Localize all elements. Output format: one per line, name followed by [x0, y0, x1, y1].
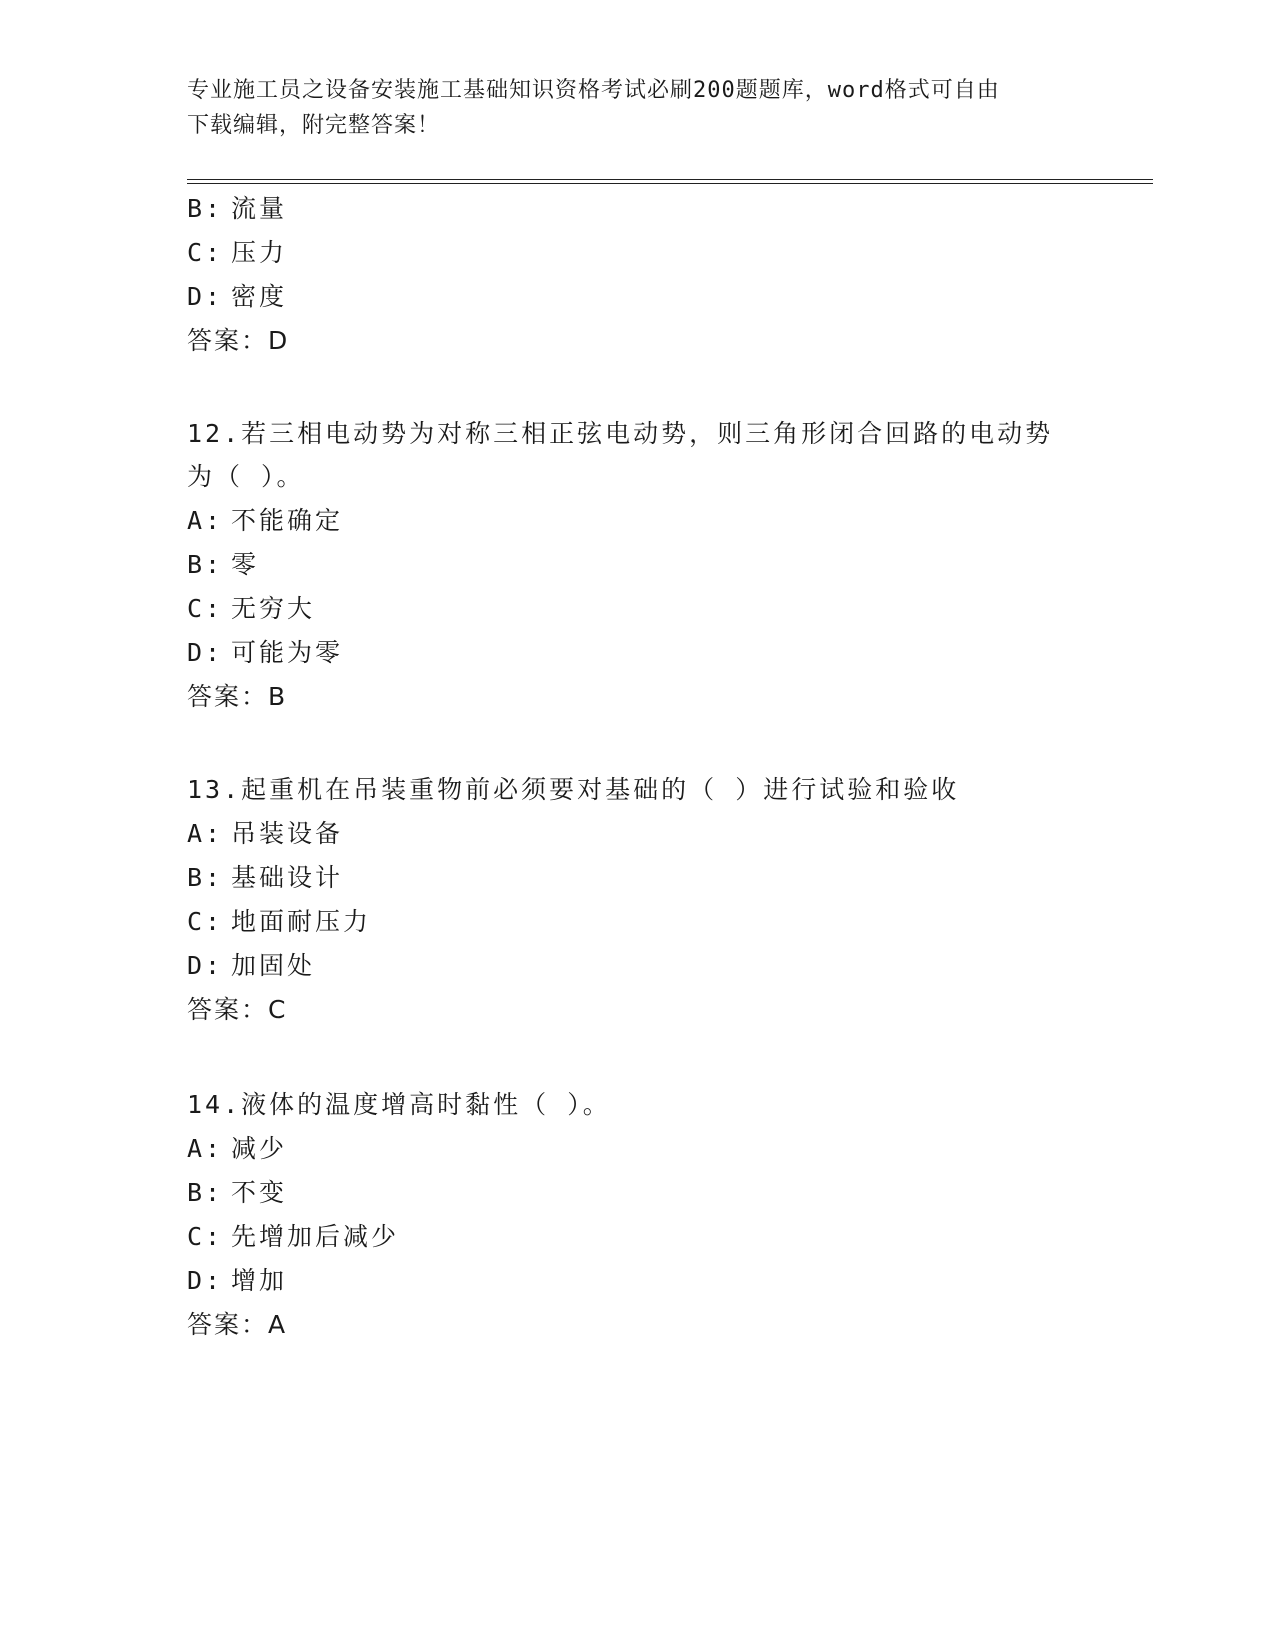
option-label: B: — [187, 863, 224, 892]
q13-answer: 答案：C — [187, 995, 288, 1024]
option-label: D: — [187, 638, 224, 667]
q14-option-d — [187, 1265, 287, 1297]
option-label: B: — [187, 194, 224, 223]
q12-answer: 答案：B — [187, 682, 288, 711]
q14-stem-line-1: 14.液体的温度增高时黏性（ ）。 — [187, 1090, 611, 1119]
option-text: 流量 — [231, 194, 288, 223]
q12-option-c — [187, 593, 315, 625]
option-label: C: — [187, 594, 224, 623]
q13-option-b — [187, 862, 343, 894]
option-text: 不能确定 — [231, 506, 344, 535]
option-label: A: — [187, 1134, 224, 1163]
option-text: 压力 — [231, 238, 288, 267]
prev-option-b — [187, 193, 287, 225]
option-text: 密度 — [231, 282, 288, 311]
option-text: 加固处 — [231, 951, 316, 980]
q14-answer: 答案：A — [187, 1310, 288, 1339]
option-text: 基础设计 — [231, 863, 344, 892]
q12-option-a — [187, 505, 343, 537]
option-label: D: — [187, 1266, 224, 1295]
q14-option-b — [187, 1177, 287, 1209]
option-text: 可能为零 — [231, 638, 344, 667]
header-rule-bottom — [187, 183, 1153, 184]
q13-option-c — [187, 906, 371, 938]
option-label: B: — [187, 1178, 224, 1207]
option-label: C: — [187, 238, 224, 267]
option-text: 零 — [231, 550, 260, 579]
header-line-2: 下载编辑，附完整答案！ — [187, 113, 441, 138]
option-label: C: — [187, 1222, 224, 1251]
q12-option-b — [187, 549, 259, 581]
option-label: D: — [187, 951, 224, 980]
option-text: 地面耐压力 — [231, 907, 372, 936]
q14-option-c — [187, 1221, 399, 1253]
prev-answer: 答案：D — [187, 326, 290, 355]
option-text: 减少 — [231, 1134, 288, 1163]
q13-option-a — [187, 818, 343, 850]
q12-stem-line-1: 12.若三相电动势为对称三相正弦电动势，则三角形闭合回路的电动势 — [187, 419, 1054, 448]
q12-stem-line-2: 为（ ）。 — [187, 462, 305, 491]
option-text: 无穷大 — [231, 594, 316, 623]
option-text: 不变 — [231, 1178, 288, 1207]
header-rule-top — [187, 179, 1153, 180]
option-label: B: — [187, 550, 224, 579]
prev-option-c — [187, 237, 287, 269]
option-label: D: — [187, 282, 224, 311]
option-text: 增加 — [231, 1266, 288, 1295]
q12-option-d — [187, 637, 343, 669]
q14-option-a — [187, 1133, 287, 1165]
option-text: 先增加后减少 — [231, 1222, 400, 1251]
q13-option-d — [187, 950, 315, 982]
prev-option-d — [187, 281, 287, 313]
option-label: C: — [187, 907, 224, 936]
header-line-1: 专业施工员之设备安装施工基础知识资格考试必刷200题题库，word格式可自由 — [187, 78, 1000, 103]
document-header — [187, 73, 1087, 143]
option-label: A: — [187, 506, 224, 535]
option-text: 吊装设备 — [231, 819, 344, 848]
q13-stem-line-1: 13.起重机在吊装重物前必须要对基础的（ ）进行试验和验收 — [187, 775, 960, 804]
option-label: A: — [187, 819, 224, 848]
